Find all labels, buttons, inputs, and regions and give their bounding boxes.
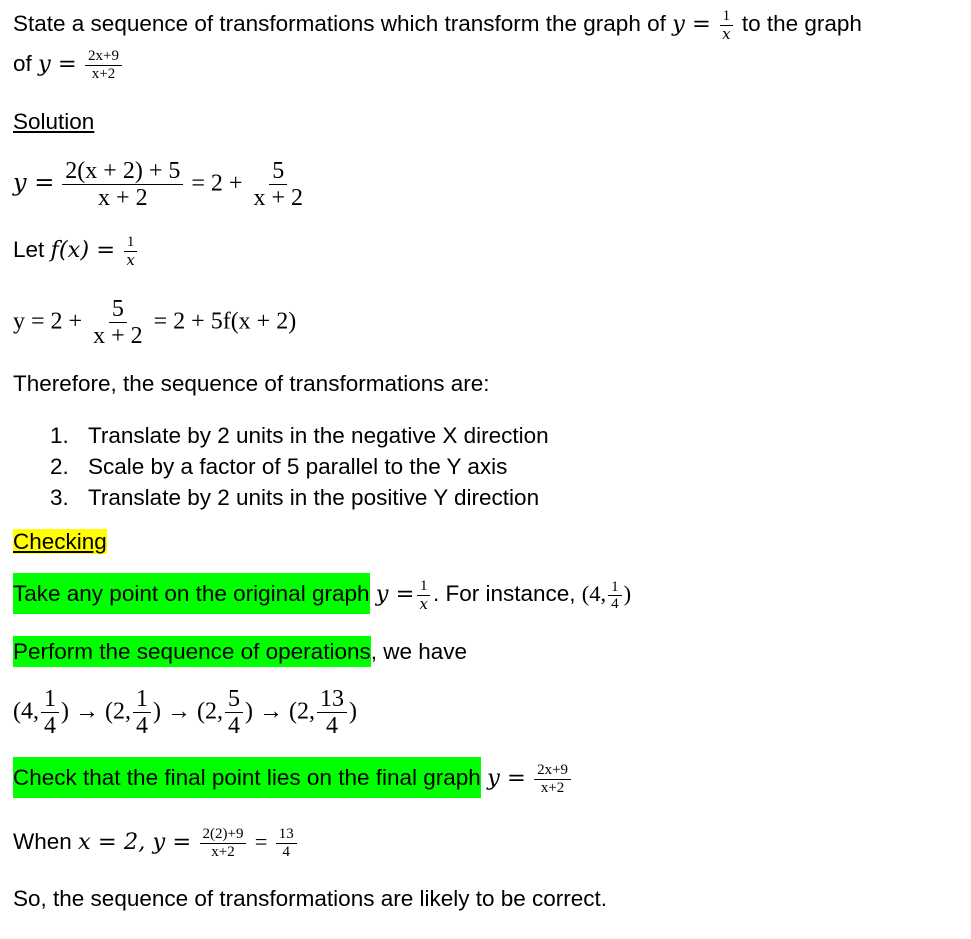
point-close: ) [623, 580, 632, 606]
list-number: 2. [50, 454, 69, 479]
denominator: x+2 [540, 779, 565, 796]
list-number: 3. [50, 485, 69, 510]
numerator: 5 [109, 296, 127, 323]
list-number: 1. [50, 423, 69, 448]
therefore-text: Therefore, the sequence of transformations are: [13, 371, 490, 396]
numerator: 1 [608, 579, 622, 597]
point-open: (2, [105, 698, 131, 725]
steps-list [50, 420, 549, 513]
fraction [250, 158, 306, 212]
equation-1 [13, 158, 308, 212]
point-close: ) [153, 698, 161, 725]
denominator: x [126, 250, 135, 269]
fraction [200, 826, 247, 860]
question-text: State a sequence of transformations which transform the graph of [13, 10, 666, 36]
numerator: 2(2)+9 [200, 826, 247, 844]
equation-lhs: y = 2 + [13, 308, 83, 335]
denominator: 4 [282, 843, 290, 860]
denominator: x+2 [91, 65, 116, 82]
point-open: (2, [289, 698, 315, 725]
point-open: (4, [581, 580, 607, 606]
denominator: 4 [136, 713, 148, 740]
numerator: 1 [124, 234, 138, 252]
arrow-icon: → [259, 698, 283, 725]
numerator: 2x+9 [85, 48, 122, 66]
arrow-icon: → [167, 698, 191, 725]
equation: y = [375, 580, 415, 607]
point-close: ) [349, 698, 357, 725]
conclusion-text: So, the sequence of transformations are likely to be correct. [13, 886, 608, 911]
fraction [225, 686, 243, 740]
denominator: 4 [228, 713, 240, 740]
fraction [85, 48, 122, 82]
denominator: x + 2 [98, 185, 148, 212]
point-open: (4, [13, 698, 39, 725]
fraction [41, 686, 59, 740]
equation-lhs: y = [13, 168, 55, 197]
numerator: 1 [417, 578, 431, 596]
question-text: to the graph [741, 10, 862, 36]
when-line [13, 826, 299, 860]
list-item [50, 482, 549, 513]
text: , we have [370, 639, 468, 664]
numerator: 1 [133, 686, 151, 713]
fraction [608, 579, 622, 613]
highlighted-text: Perform the sequence of operations [13, 636, 371, 667]
list-text: Translate by 2 units in the positive Y direction [88, 485, 540, 510]
fraction [276, 826, 297, 860]
take-point-line [13, 578, 631, 613]
checking-heading: Checking [13, 529, 107, 554]
denominator: 4 [326, 713, 338, 740]
fraction [416, 578, 430, 612]
highlighted-text: Take any point on the original graph [13, 573, 370, 614]
fraction [719, 8, 733, 42]
numerator: 5 [269, 158, 287, 185]
point [581, 578, 632, 613]
fraction [123, 234, 137, 268]
equation: f(x) = [50, 236, 116, 263]
equation: y = [672, 10, 711, 37]
equation: x = 2, y = [78, 828, 192, 855]
fraction [317, 686, 347, 740]
arrow-icon: → [75, 698, 99, 725]
equation-2 [13, 296, 296, 350]
let-text: Let [13, 236, 45, 262]
numerator: 2x+9 [534, 762, 571, 780]
equation: y = [487, 764, 526, 791]
list-item [50, 420, 549, 451]
numerator: 1 [720, 8, 734, 26]
check-final-line [13, 762, 573, 796]
denominator: x+2 [211, 843, 235, 860]
fraction [90, 296, 146, 350]
list-item [50, 451, 549, 482]
point-open: (2, [197, 698, 223, 725]
equation-rhs: = 2 + 5f(x + 2) [153, 308, 297, 335]
fraction [534, 762, 571, 796]
text: . For instance, [432, 580, 576, 606]
checking-heading-line [13, 531, 107, 554]
fraction [62, 158, 183, 212]
list-text: Scale by a factor of 5 parallel to the Y axis [88, 454, 508, 479]
question-line-1 [13, 8, 862, 42]
point-close: ) [61, 698, 69, 725]
point-chain [13, 686, 357, 740]
solution-heading: Solution [13, 109, 95, 134]
equation: y = [38, 50, 77, 77]
point-close: ) [245, 698, 253, 725]
denominator: 4 [611, 596, 619, 613]
denominator: x [419, 594, 428, 613]
denominator: x + 2 [93, 323, 143, 350]
question-text: of [13, 50, 32, 76]
highlighted-text: Check that the final point lies on the final graph [13, 757, 481, 798]
numerator: 13 [317, 686, 347, 713]
question-line-2 [13, 48, 124, 82]
perform-line [13, 641, 467, 664]
text: When [13, 828, 72, 854]
fraction [133, 686, 151, 740]
equals: = [254, 828, 268, 854]
numerator: 1 [41, 686, 59, 713]
numerator: 13 [276, 826, 297, 844]
list-text: Translate by 2 units in the negative X direction [88, 423, 549, 448]
let-line [13, 234, 140, 268]
denominator: x [722, 24, 731, 43]
numerator: 5 [225, 686, 243, 713]
denominator: x + 2 [253, 185, 303, 212]
equation-mid: = 2 + [191, 170, 243, 197]
denominator: 4 [44, 713, 56, 740]
numerator: 2(x + 2) + 5 [62, 158, 183, 185]
